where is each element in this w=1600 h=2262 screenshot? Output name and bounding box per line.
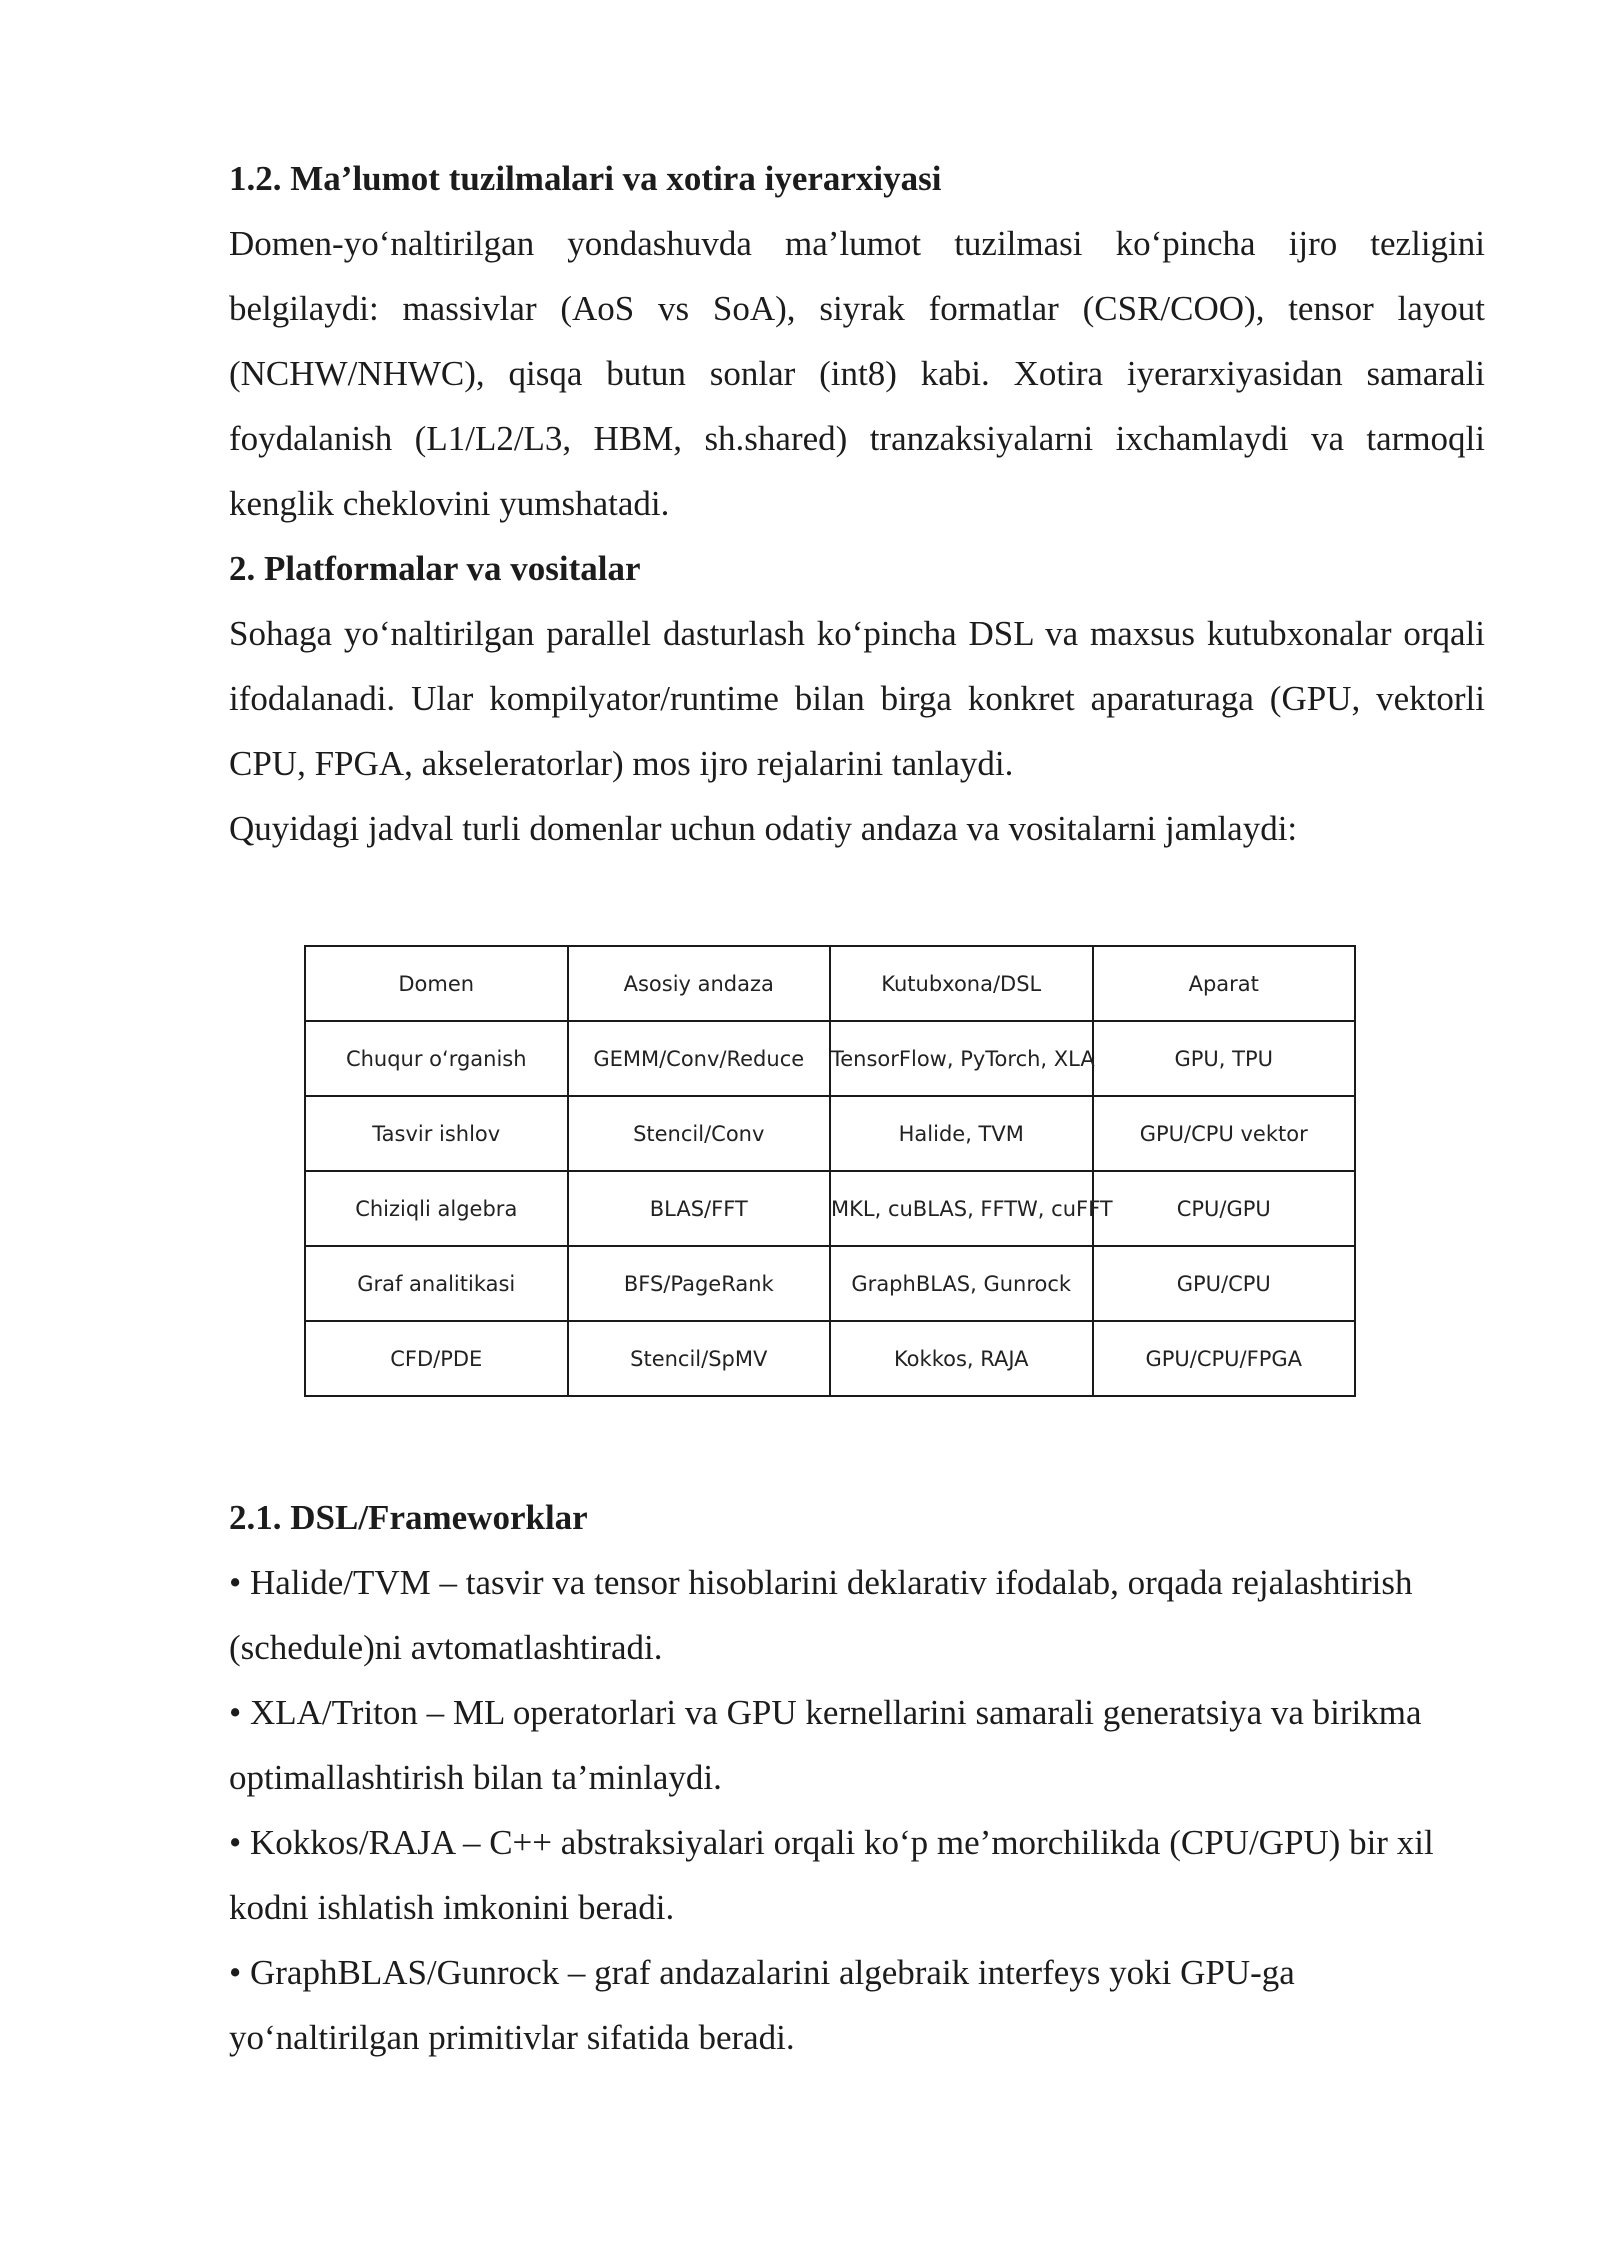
table-cell: Kokkos, RAJA	[830, 1321, 1093, 1396]
table-cell: CPU/GPU	[1093, 1171, 1356, 1246]
table-cell: Chiziqli algebra	[305, 1171, 568, 1246]
table-row	[305, 1021, 1355, 1096]
table-cell: BLAS/FFT	[568, 1171, 831, 1246]
table-cell: TensorFlow, PyTorch, XLA	[830, 1021, 1093, 1096]
section-2-paragraph: Sohaga yo‘naltirilgan parallel dasturlash ko‘pincha DSL va maxsus kutubxonalar orqali ifodalanadi. Ular kompilyator/runtime bilan birga konkret aparaturaga (GPU, vektorli CPU, FPGA, akseleratorlar) mos ijro rejalarini tanlaydi.	[229, 614, 1485, 783]
domain-table-container	[304, 945, 1356, 1397]
table-header-cell: Domen	[305, 946, 568, 1021]
table-cell: GEMM/Conv/Reduce	[568, 1021, 831, 1096]
document-page	[229, 146, 1485, 2070]
list-item: • GraphBLAS/Gunrock – graf andazalarini algebraik interfeys yoki GPU-ga yo‘naltirilgan primitivlar sifatida beradi.	[229, 1953, 1295, 2057]
table-cell: CFD/PDE	[305, 1321, 568, 1396]
table-cell: GraphBLAS, Gunrock	[830, 1246, 1093, 1321]
table-cell: GPU/CPU	[1093, 1246, 1356, 1321]
table-row	[305, 1096, 1355, 1171]
table-cell: Stencil/Conv	[568, 1096, 831, 1171]
domain-table	[304, 945, 1356, 1397]
table-header-cell: Kutubxona/DSL	[830, 946, 1093, 1021]
table-cell: GPU/CPU/FPGA	[1093, 1321, 1356, 1396]
table-row	[305, 1246, 1355, 1321]
list-item: • Kokkos/RAJA – C++ abstraksiyalari orqali ko‘p me’morchilikda (CPU/GPU) bir xil kodni ishlatish imkonini beradi.	[229, 1823, 1434, 1927]
table-cell: GPU/CPU vektor	[1093, 1096, 1356, 1171]
table-cell: Stencil/SpMV	[568, 1321, 831, 1396]
table-header-cell: Asosiy andaza	[568, 946, 831, 1021]
table-cell: Halide, TVM	[830, 1096, 1093, 1171]
table-intro: Quyidagi jadval turli domenlar uchun odatiy andaza va vositalarni jamlaydi:	[229, 809, 1298, 848]
table-cell: GPU, TPU	[1093, 1021, 1356, 1096]
list-item: • XLA/Triton – ML operatorlari va GPU kernellarini samarali generatsiya va birikma optimallashtirish bilan ta’minlaydi.	[229, 1693, 1422, 1797]
section-2-1-heading: 2.1. DSL/Frameworklar	[229, 1498, 588, 1537]
table-header-row	[305, 946, 1355, 1021]
table-cell: BFS/PageRank	[568, 1246, 831, 1321]
table-row	[305, 1171, 1355, 1246]
table-cell: Chuqur o‘rganish	[305, 1021, 568, 1096]
table-cell: Tasvir ishlov	[305, 1096, 568, 1171]
table-row	[305, 1321, 1355, 1396]
list-item: • Halide/TVM – tasvir va tensor hisoblarini deklarativ ifodalab, orqada rejalashtirish (schedule)ni avtomatlashtiradi.	[229, 1563, 1413, 1667]
section-2-heading: 2. Platformalar va vositalar	[229, 549, 641, 588]
table-cell: Graf analitikasi	[305, 1246, 568, 1321]
section-1-2-heading: 1.2. Ma’lumot tuzilmalari va xotira iyerarxiyasi	[229, 159, 942, 198]
table-cell: MKL, cuBLAS, FFTW, cuFFT	[830, 1171, 1093, 1246]
table-header-cell: Aparat	[1093, 946, 1356, 1021]
section-1-2-paragraph: Domen-yo‘naltirilgan yondashuvda ma’lumot tuzilmasi ko‘pincha ijro tezligini belgilaydi: massivlar (AoS vs SoA), siyrak formatlar (CSR/COO), tensor layout (NCHW/NHWC), qisqa butun sonlar (int8) kabi. Xotira iyerarxiyasidan samarali foydalanish (L1/L2/L3, HBM, sh.shared) tranzaksiyalarni ixchamlaydi va tarmoqli kenglik cheklovini yumshatadi.	[229, 224, 1485, 523]
